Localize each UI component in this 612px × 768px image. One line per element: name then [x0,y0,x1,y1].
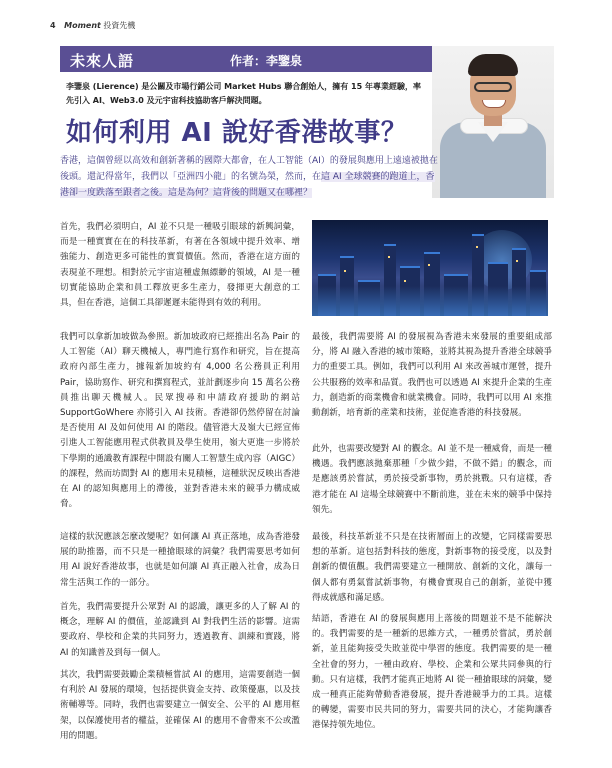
paragraph-5: 其次，我們需要鼓勵企業積極嘗試 AI 的應用，這需要創造一個有利於 AI 發展的環境，包括提供資金支持、政策優惠，以及技術輔導等。同時，我們也需要建立一個安全、公平的 AI 應用框架，以保護使用者的權益，並確保 AI 的應用不會帶來不公或濫用的問題。 [60,670,300,741]
paragraph-6: 最後，我們需要將 AI 的發展視為香港未來發展的重要組成部分，將 AI 融入香港的城市策略，並將其視為提升香港全球競爭力的重要工具。例如，我們可以利用 AI 來改善城市運營，提升公共服務的效率和品質。我們也可以透過 AI 來提升企業的生產力，創造新的商業機會和就業機會。同時，我們可以用 AI 來推動創新，培育新的產業和技術，並促進香港的科技發展。 [312,332,552,419]
paragraph-7: 此外，也需要改變對 AI 的觀念。AI 並不是一種威脅，而是一種機遇。我們應該拋棄那種「少做少錯，不做不錯」的觀念，而是應該勇於嘗試，勇於接受新事物，勇於挑戰。只有這樣，香港才能在 AI 這場全球競賽中不斷前進，並在未來的競爭中保持領先。 [312,444,552,515]
page-header [50,20,135,31]
lead-highlight: 這 AI 全球競賽的跑道上，香港卻一度跌落至跟者之後。這是為何？這背後的問題又在哪裡？ [60,172,435,198]
article-title: 如何利用 AI 說好香港故事？ [66,118,408,148]
paragraph-3: 這樣的狀況應該怎麼改變呢？如何讓 AI 真正落地，成為香港發展的助推器，而不只是一種搶眼球的詞彙？我們需要思考如何用 AI 說好香港故事，也就是如何讓 AI 真正融入社會，成為日常生活與工作的一部分。 [60,532,300,588]
column-banner [60,46,432,72]
column-name: 未來人語 [70,52,135,70]
city-illustration [312,220,548,316]
magazine-name: Moment [64,21,101,30]
author-photo [432,46,554,198]
page-number: 4 [50,21,56,30]
article-lead [60,153,440,201]
section-name: 投資先機 [103,21,136,30]
paragraph-8: 最後，科技革新並不只是在技術層面上的改變，它同樣需要思想的革新。這包括對科技的態度，對新事物的接受度，以及對創新的價值觀。我們需要建立一種開放、創新的文化，讓每一個人都有勇氣嘗試新事物，有機會實現自己的創新，並從中獲得成就感和滿足感。 [312,532,552,603]
author-line: 作者：李鑒泉 [230,54,303,68]
paragraph-4: 首先，我們需要提升公眾對 AI 的認識，讓更多的人了解 AI 的概念，理解 AI 的價值，並認識到 AI 對我們生活的影響。這需要政府、學校和企業的共同努力，透過教育、訓練和實踐，將 AI 的知識普及到每一個人。 [60,602,300,658]
author-bio: 李鑒泉 (Lierence) 是公關及市場行銷公司 Market Hubs 聯合創始人，擁有 15 年專業經驗，率先引入 AI、Web3.0 及元宇宙科技協助客戶解決問題。 [66,82,421,105]
lead-text: 香港，這個曾經以高效和創新著稱的國際大都會，在人工智能（AI）的發展與應用上遠遠被拋在後頭。還記得當年，我們以「亞洲四小龍」的名號為榮，然而，在 [60,156,438,182]
paragraph-1: 首先，我們必須明白，AI 並不只是一種吸引眼球的新興詞彙，而是一種實實在在的科技革新，有著在各領域中提升效率、增強能力、創造更多可能性的實質價值。然而，香港在這方面的表現並不理想。相對於元宇宙這種虛無縹緲的領域，AI 是一種切實能協助企業和員工釋放更多生產力，發揮更大創意的工具，但在香港，這個工具卻遲遲未能得到有效的利用。 [60,222,300,309]
paragraph-9: 結語，香港在 AI 的發展與應用上落後的問題並不是不能解決的。我們需要的是一種新的思維方式，一種勇於嘗試，勇於創新，並且能夠接受失敗並從中學習的態度。我們需要的是一種全社會的努力，一種由政府、學校、企業和公眾共同參與的行動。只有這樣，我們才能真正地將 AI 從一種搶眼球的詞彙，變成一種真正能夠帶動香港發展，提升香港競爭力的工具。這樣的轉變，需要市民共同的努力，需要共同的決心，才能夠讓香港保持領先地位。 [312,614,552,731]
paragraph-2: 我們可以拿新加坡做為參照。新加坡政府已經推出名為 Pair 的人工智能（AI）聊天機械人，專門進行寫作和研究，旨在提高政府內部生產力，據報新加坡約有 4,000 名公務員正利用 Pair，協助寫作、研究和撰寫程式，並計劃逐步向 15 萬名公務員推出聊天機械人。民眾搜尋和申請政府援助的網站 SupportGoWhere 亦將引入 AI 技術。香港卻仍然停留在討論是否使用 AI 及如何使用 AI 的階段。儘管港大及嶺大已經宣佈引進人工智能應用程式供教員及學生使用，嶺大更進一步將於下學期的通識教育課程中開設有關人工智慧生成內容（AIGC）的課程，然而坊間對 AI 的應用未見積極，這種狀況反映出香港在 AI 的認知與應用上的滯後，並對香港未來的競爭力構成威脅。 [60,332,300,510]
